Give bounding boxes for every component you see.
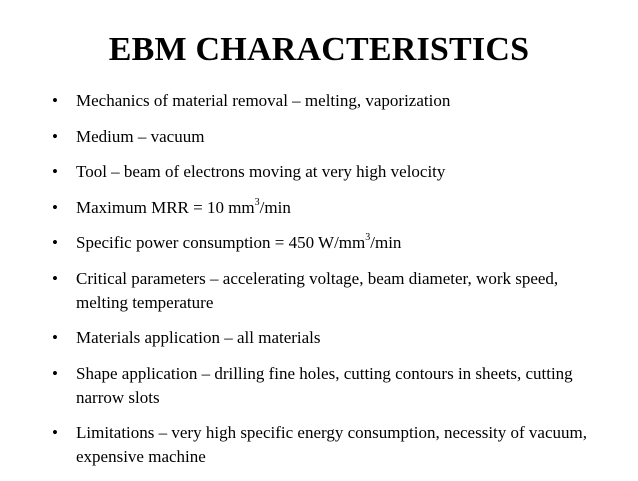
bullet-icon: • bbox=[52, 91, 58, 110]
bullet-item bbox=[48, 89, 608, 113]
bullet-icon: • bbox=[52, 233, 58, 252]
bullet-text-unit: /min bbox=[259, 197, 291, 217]
bullet-text: Medium – vacuum bbox=[76, 126, 205, 146]
bullet-text-main: Maximum MRR = 10 mm bbox=[76, 197, 255, 217]
bullet-item bbox=[48, 125, 608, 149]
slide-title: EBM CHARACTERISTICS bbox=[108, 31, 530, 68]
bullet-text bbox=[76, 198, 291, 217]
bullet-icon: • bbox=[52, 162, 58, 181]
bullet-item bbox=[48, 362, 608, 410]
bullet-text-main: Specific power consumption = 450 W/mm bbox=[76, 233, 366, 252]
bullet-text-unit: /min bbox=[370, 233, 402, 252]
bullet-text bbox=[76, 233, 401, 252]
superscript: 3 bbox=[254, 196, 260, 208]
bullet-item bbox=[48, 196, 608, 220]
bullet-icon: • bbox=[52, 328, 58, 347]
bullet-text: Mechanics of material removal – melting, vaporization bbox=[76, 91, 451, 110]
bullet-icon: • bbox=[52, 423, 58, 442]
bullet-text: Materials application – all materials bbox=[76, 328, 321, 347]
bullet-item bbox=[48, 326, 608, 350]
bullet-icon: • bbox=[52, 126, 58, 146]
bullet-item bbox=[48, 267, 608, 315]
bullet-icon: • bbox=[52, 363, 58, 383]
bullet-icon: • bbox=[52, 197, 58, 217]
bullet-text: Limitations – very high specific energy consumption, necessity of vacuum, expensive machine bbox=[76, 423, 587, 466]
bullet-text: Tool – beam of electrons moving at very high velocity bbox=[76, 162, 446, 181]
bullet-text: Critical parameters – accelerating voltage, beam diameter, work speed, melting temperature bbox=[76, 268, 559, 312]
superscript: 3 bbox=[365, 232, 371, 244]
bullet-item bbox=[48, 421, 608, 469]
bullet-item bbox=[48, 160, 608, 184]
bullet-icon: • bbox=[52, 268, 58, 288]
bullet-text: Shape application – drilling fine holes, cutting contours in sheets, cutting narrow slots bbox=[76, 363, 573, 407]
bullet-list bbox=[48, 89, 608, 481]
bullet-item bbox=[48, 231, 608, 255]
